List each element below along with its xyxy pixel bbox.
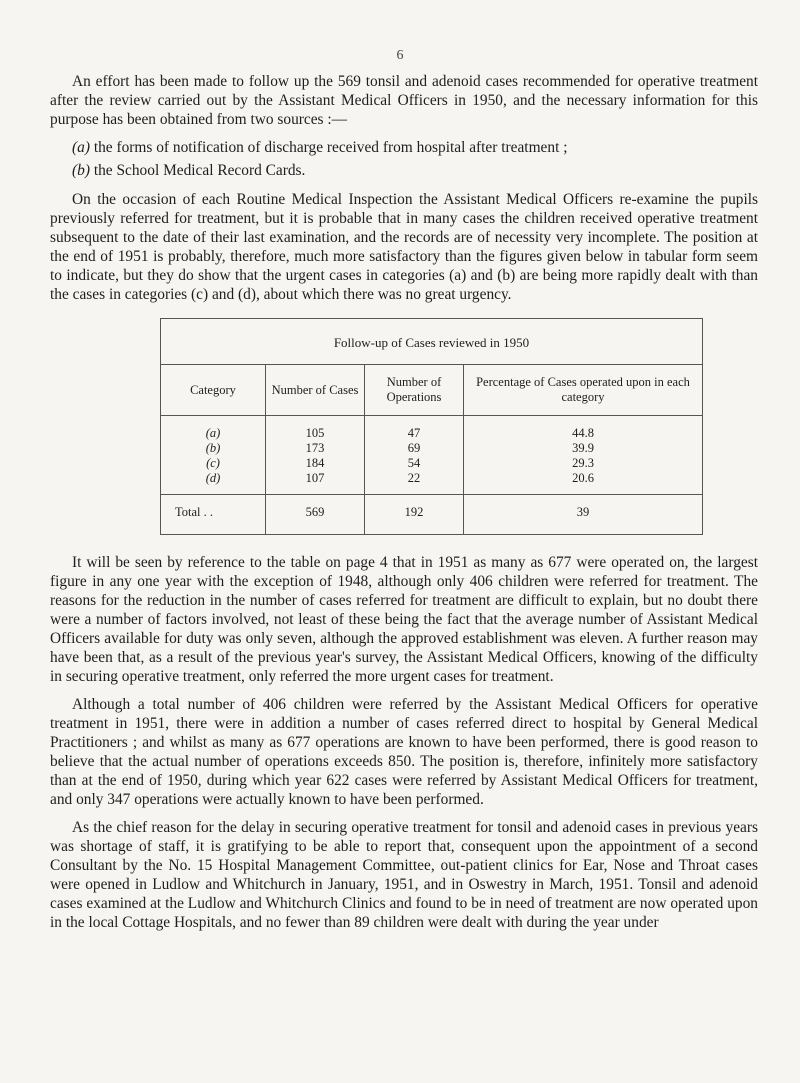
source-text: the School Medical Record Cards. [93,162,306,179]
page-number: 6 [396,48,404,63]
cell-percentage: 29.3 [464,456,703,471]
follow-up-table [160,318,703,535]
follow-up-table-wrapper [160,318,703,535]
cell-operations: 54 [365,456,464,471]
cell-category: (d) [161,471,266,495]
cell-percentage: 39.9 [464,441,703,456]
cell-category: (a) [161,416,266,442]
cell-percentage: 44.8 [464,416,703,442]
total-operations: 192 [365,495,464,535]
cell-category: (b) [161,441,266,456]
cell-cases: 184 [266,456,365,471]
header-cases: Number of Cases [266,365,365,416]
paragraph-4: Although a total number of 406 children were referred by the Assistant Medical Officers for operative treatment in 1951, there were in addition a number of cases referred direct to hospital by General Medical Practitioners ; and whilst as many as 677 operations are known to have been performed, there is good reason to believe that the actual number of operations exceeds 850. The position is, therefore, infinitely more satisfactory than at the end of 1950, during which year 622 cases were referred by Assistant Medical Officers for treatment, and only 347 operations were actually known to have been performed. [50,696,758,808]
paragraph-5: As the chief reason for the delay in securing operative treatment for tonsil and adenoid cases in previous years was shortage of staff, it is gratifying to be able to report that, consequent upon the appointment of a second Consultant by the No. 15 Hospital Management Committee, out-patient clinics for Ear, Nose and Throat cases were opened in Ludlow and Whitchurch in January, 1951, and in Oswestry in March, 1951. Tonsil and adenoid cases examined at the Ludlow and Whitchurch Clinics and found to be in need of treatment are now operated upon in the local Cottage Hospitals, and no fewer than 89 children were dealt with during the year under [50,819,758,931]
cell-operations: 47 [365,416,464,442]
table-row [161,416,703,442]
source-item [72,138,758,157]
total-percentage: 39 [464,495,703,535]
cell-operations: 69 [365,441,464,456]
table-title: Follow-up of Cases reviewed in 1950 [161,319,703,365]
source-item [72,161,758,180]
document-body [50,72,758,941]
cell-cases: 107 [266,471,365,495]
total-label: Total . . [161,495,266,535]
paragraph-2: On the occasion of each Routine Medical Inspection the Assistant Medical Officers re-examine the pupils previously referred for treatment, but it is probable that in many cases the children received operative treatment subsequent to the date of their last examination, and the records are of necessity very incomplete. The position at the end of 1951 is probably, therefore, much more satisfactory than the figures given below in tabular form seem to indicate, but they do show that the urgent cases in categories (a) and (b) are being more rapidly dealt with than the cases in categories (c) and (d), about which there was no great urgency. [50,191,758,303]
table-total-row [161,495,703,535]
cell-percentage: 20.6 [464,471,703,495]
table-row [161,441,703,456]
total-cases: 569 [266,495,365,535]
table-row [161,456,703,471]
source-letter: (b) [72,162,90,179]
cell-category: (c) [161,456,266,471]
header-operations: Number of Operations [365,365,464,416]
cell-operations: 22 [365,471,464,495]
table-row [161,471,703,495]
paragraph-3: It will be seen by reference to the table on page 4 that in 1951 as many as 677 were operated on, the largest figure in any one year with the exception of 1948, although only 406 children were referred for treatment. The reasons for the reduction in the number of cases referred for treatment are difficult to explain, but no doubt there were a number of factors involved, not least of these being the fact that the average number of Assistant Medical Officers available for duty was only seven, although the approved establishment was eleven. A further reason may have been that, as a result of the previous year's survey, the Assistant Medical Officers, knowing of the difficulty in securing operative treatment, only referred the more urgent cases for treatment. [50,554,758,685]
cell-cases: 105 [266,416,365,442]
source-text: the forms of notification of discharge received from hospital after treatment ; [93,139,568,156]
source-letter: (a) [72,139,90,156]
header-category: Category [161,365,266,416]
header-percentage: Percentage of Cases operated upon in each category [464,365,703,416]
cell-cases: 173 [266,441,365,456]
intro-paragraph: An effort has been made to follow up the 569 tonsil and adenoid cases recommended for operative treatment after the review carried out by the Assistant Medical Officers in 1950, and the necessary information for this purpose has been obtained from two sources :— [50,73,758,128]
